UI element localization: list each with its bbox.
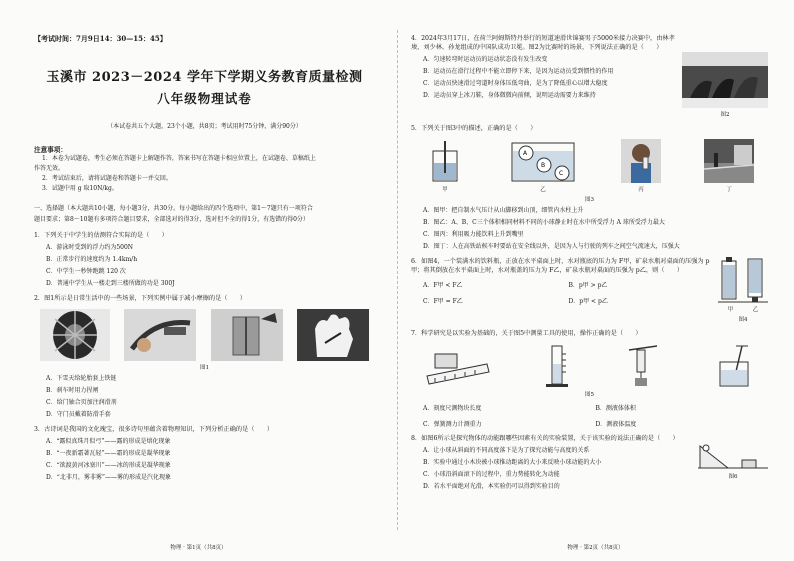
q7-option-b: B．测液体体积 — [595, 405, 636, 412]
question-5: 5．下列关于图3中的描述，正确的是（ ） — [411, 125, 537, 132]
question-3: 3．古诗词是我国的文化瑰宝，很多诗句里蕴含着物理知识，下列分析正确的是（ ） — [34, 426, 274, 433]
q6-option-b: B．p甲 > p乙 — [568, 282, 608, 289]
page-2 — [397, 0, 794, 561]
q5-option-d: D．图丁：人在高铁站候车时要站在安全线以外，是因为人与行驶的列车之间空气流速大，压强大 — [423, 243, 680, 250]
tire-chain-image — [40, 309, 110, 361]
q1-option-c: C．中学生一秒钟跑跳 120 次 — [46, 268, 126, 275]
question-6: 6．如图4，一个装满水的饮料瓶，正放在水平桌面上时，水对瓶底的压力为 F甲，矿泉水瓶对桌面的压强为 p甲；将其倒放在水平桌面上时，水对瓶盖的压力为 F乙，矿泉水瓶对桌面的压强为 p乙，则（ ） — [411, 258, 710, 274]
q2-option-b: B．刹车时用力捏闸 — [46, 387, 99, 394]
q6-options — [411, 280, 714, 305]
ruler-measure-image — [425, 348, 491, 388]
figure-1 — [34, 309, 375, 361]
notes-title: 注意事项： — [34, 146, 67, 154]
fig4-label-jia: 甲 — [727, 307, 734, 313]
exam-title: 玉溪市 2023－2024 学年下学期义务教育质量检测 — [46, 70, 363, 85]
barometer-bottle-image — [425, 139, 465, 183]
question-1: 1．下列关于中学生的估测符合实际的是（ ） — [34, 232, 168, 239]
svg-text:B: B — [541, 162, 546, 169]
q8-option-d: D．若水平面绝对光滑，本实验仍可以得到实验目的 — [423, 483, 560, 490]
q6-option-a: A．F甲 < F乙 — [423, 282, 463, 289]
q5-option-c: C．图丙：利用吸力能饮料上升到嘴里 — [423, 231, 524, 238]
q4-option-b: B．运动员在滑行过程中不能立即停下来，是因为运动员受到惯性的作用 — [423, 68, 614, 75]
spring-scale-image — [623, 344, 663, 388]
q6-option-d: D．p甲 < p乙 — [568, 298, 608, 305]
note-1-cont: 作答无效。 — [34, 165, 65, 172]
q4-option-c: C．运动员快速滑过弯道时身体压低弯曲，是为了降低重心以增大稳度 — [423, 80, 608, 87]
thermometer-beaker-image — [714, 344, 754, 388]
page-1-footer: 物理 · 第1页（共8页） — [170, 545, 227, 551]
q8-option-c: C．小球沿斜面滚下的过程中，重力势能转化为动能 — [423, 471, 560, 478]
floating-balls-image — [508, 139, 578, 183]
q1-option-a: A．游泳时受到的浮力约为500N — [46, 244, 134, 251]
ramp-ball-figure — [698, 440, 768, 470]
figure-5-caption: 图5 — [585, 392, 594, 398]
q7-option-a: A．刻度尺测物块长度 — [423, 405, 482, 412]
q8-option-b: B．实验中通过小木块被小球推动距离的大小来反映小球动能的大小 — [423, 459, 602, 466]
q5-option-b: B．图乙：A、B、C三个体积相同材料不同的小球静止时在水中所受浮力 A 球所受浮力最大 — [423, 219, 665, 226]
q2-option-c: C．给门轴合页加注润滑剂 — [46, 399, 117, 406]
door-hinge-image — [211, 309, 283, 361]
bottle-figure — [718, 255, 768, 303]
q6-option-c: C．F甲 = F乙 — [423, 298, 463, 305]
q1-option-b: B．正常步行的速度约为 1.4km/h — [46, 256, 138, 263]
figure-6-caption: 图6 — [728, 474, 738, 480]
section-1-heading: 一、选择题（本大题共10小题，每小题3分，共30分。每小题给出的四个选项中，第1～7题只有一项符合 题目要求；第8～10题有多项符合题目要求，全部选对的得3分，选对但不全的得1分，有选错的得0分） — [34, 205, 313, 223]
q4-option-a: A．匀速转弯时运动员的运动状态没有发生改变 — [423, 56, 548, 63]
question-2: 2．图1所示是日常生活中的一些场景，下列实例中属于减小摩擦的是（ ） — [34, 295, 247, 302]
q3-option-b: B．“一夜新霜著瓦轻”——霜的形成是凝华现象 — [46, 450, 171, 457]
goalkeeper-glove-image — [297, 309, 369, 361]
q8-block — [411, 428, 768, 491]
child-drinking-image — [621, 139, 661, 183]
note-3: 3．试题中用 g 取10N/kg。 — [42, 185, 118, 192]
q5-option-a: A．图甲：把自制水气压计从山脚移到山顶，细管内水柱上升 — [423, 207, 584, 214]
question-8: 8．如图6所示是探究物体的动能跟哪些因素有关的实验装置，关于该实验的说法正确的是（ ） — [411, 435, 679, 442]
train-station-image — [704, 139, 754, 183]
graduated-cylinder-image — [542, 344, 572, 388]
question-4: 4．2024年3月17日，在荷兰阿姆斯特丹举行的短道速滑世锦赛男子5000米接力决赛中，由林孝埈、刘少林、孙龙组成的中国队成功卫冕。图2为比赛时的场景，下列说法正确的是（ ） — [411, 35, 675, 51]
q7-option-d: D．测液体温度 — [595, 421, 637, 428]
figure-1-caption: 图1 — [200, 365, 209, 371]
q3-option-a: A．“露似真珠月似弓”——露的形成是熔化现象 — [46, 438, 171, 445]
figure-3-caption: 图3 — [585, 197, 594, 203]
q3-option-d: D．“北非月，雾非雾”——雾的形成是汽化现象 — [46, 474, 171, 481]
fig4-label-yi: 乙 — [752, 307, 759, 313]
svg-text:A: A — [523, 150, 528, 157]
q8-option-a: A．让小球从斜面的不同高度落下是为了探究动能与高度的关系 — [423, 447, 590, 454]
page-2-footer: 物理 · 第2页（共8页） — [567, 545, 624, 551]
figure-3: 甲 A B C 乙 丙 丁 — [411, 139, 768, 193]
exam-subtitle: 八年级物理试卷 — [157, 91, 252, 106]
q4-block — [411, 34, 768, 118]
figure-2-caption: 图2 — [720, 112, 730, 118]
q2-option-a: A．下雪天给轮胎套上铁链 — [46, 375, 117, 382]
note-1: 1．本卷为试题卷，考生必须在答题卡上解题作答，答案书写在答题卡相应位置上，在试题卷、草稿纸上 — [42, 155, 316, 162]
figure-4-caption: 图4 — [738, 317, 748, 323]
speed-skating-image — [682, 52, 768, 108]
figure-5 — [411, 344, 768, 388]
q7-options — [411, 403, 768, 428]
q3-option-c: C．“欲渡黄河冰塞川”——冰的形成是凝华现象 — [46, 462, 171, 469]
bike-brake-image — [124, 309, 196, 361]
q2-option-d: D．守门员戴着防滑手套 — [46, 411, 111, 418]
q1-option-d: D．普通中学生从一楼走到三楼所做的功是 300J — [46, 280, 175, 287]
question-7: 7．科学研究是以实验为基础的，关于图5中测量工具的使用，操作正确的是（ ） — [411, 330, 642, 337]
exam-info: （本试卷共五个大题，23个小题，共8页；考试用时75分钟，满分90分） — [107, 123, 302, 130]
q6-block — [411, 251, 768, 323]
note-2: 2．考试结束后，请将试题卷和答题卡一并交回。 — [42, 175, 172, 182]
q7-option-c: C．弹簧测力计测重力 — [423, 421, 482, 428]
svg-text:C: C — [559, 170, 564, 177]
q4-option-d: D．运动员穿上冰刀鞋，身体微微向前倾，说明运动需要力来维持 — [423, 92, 596, 99]
exam-time: 【考试时间：7月9日14：30—15：45】 — [34, 34, 167, 43]
